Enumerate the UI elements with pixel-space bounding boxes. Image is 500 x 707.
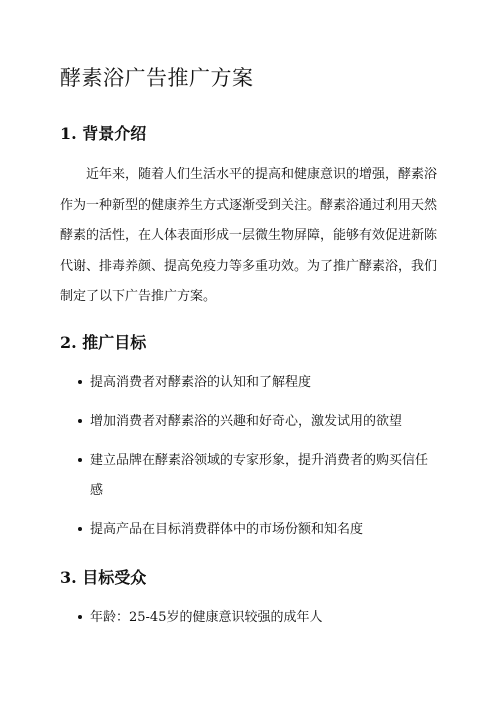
list-item: 年龄：25-45岁的健康意识较强的成年人 bbox=[60, 603, 450, 633]
paragraph-line: 制定了以下广告推广方案。 bbox=[60, 289, 217, 304]
paragraph-line: 近年来，随着人们生活水平的提高和健康意识的增强，酵素浴 bbox=[86, 167, 438, 182]
section-heading-background: 1. 背景介绍 bbox=[60, 124, 147, 143]
bullet-icon bbox=[78, 419, 82, 423]
audience-list bbox=[60, 603, 450, 633]
goals-list bbox=[60, 368, 450, 545]
paragraph-line: 代谢、排毒养颜、提高免疫力等多重功效。为了推广酵素浴，我们 bbox=[60, 258, 438, 274]
background-paragraph bbox=[60, 160, 445, 313]
bullet-icon bbox=[78, 527, 82, 531]
bullet-icon bbox=[78, 458, 82, 462]
list-item: 建立品牌在酵素浴领域的专家形象，提升消费者的购买信任 感 bbox=[60, 446, 450, 506]
bullet-icon bbox=[78, 615, 82, 619]
list-item: 提高产品在目标消费群体中的市场份额和知名度 bbox=[60, 515, 450, 545]
paragraph-line: 作为一种新型的健康养生方式逐渐受到关注。酵素浴通过利用天然 bbox=[60, 197, 438, 213]
section-heading-audience: 3. 目标受众 bbox=[60, 568, 147, 587]
list-item: 提高消费者对酵素浴的认知和了解程度 bbox=[60, 368, 450, 398]
section-heading-goals: 2. 推广目标 bbox=[60, 333, 147, 352]
list-item: 增加消费者对酵素浴的兴趣和好奇心，激发试用的欲望 bbox=[60, 407, 450, 437]
bullet-icon bbox=[78, 380, 82, 384]
paragraph-line: 酵素的活性，在人体表面形成一层微生物屏障，能够有效促进新陈 bbox=[60, 228, 438, 243]
document-title: 酵素浴广告推广方案 bbox=[60, 66, 254, 90]
